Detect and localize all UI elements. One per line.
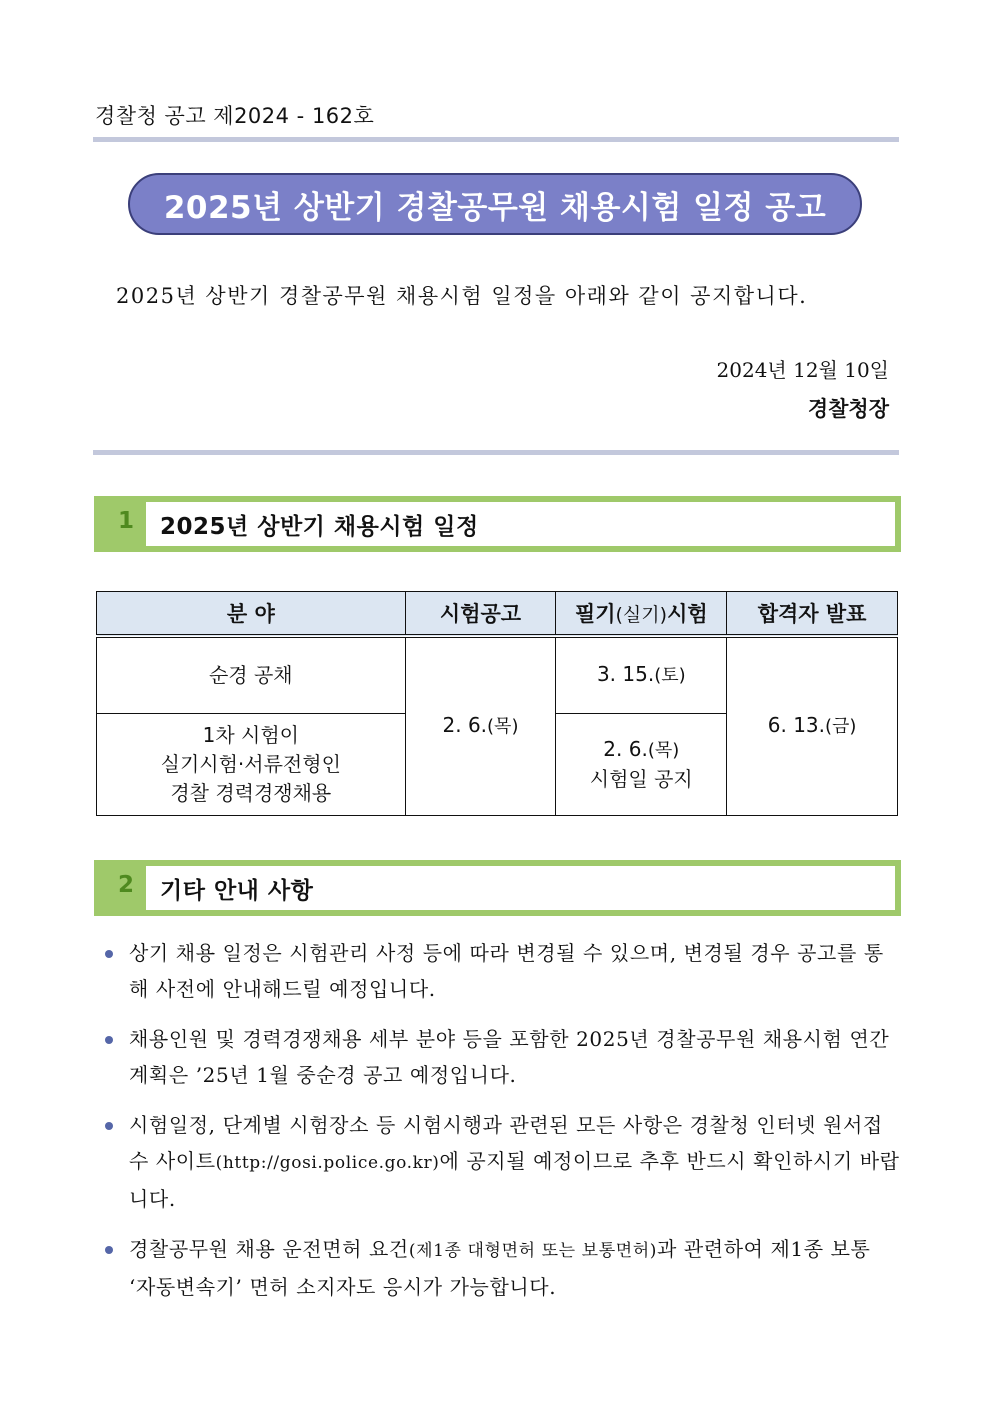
section-2-number: 2 xyxy=(118,872,135,898)
row2-exam-note: 시험일 공지 xyxy=(589,767,693,791)
section-1-number: 1 xyxy=(118,508,135,534)
bullet-icon xyxy=(105,1036,113,1044)
row2-exam-day: (목) xyxy=(647,740,680,761)
list-item xyxy=(105,935,900,1007)
row2-field-line3: 경찰 경력경쟁채용 xyxy=(170,781,332,805)
bullet-text: 채용인원 및 경력경쟁채용 세부 분야 등을 포함한 2025년 경찰공무원 채용시험 연간 계획은 ’25년 1월 중순경 공고 예정입니다. xyxy=(129,1027,890,1087)
header-written-b: (실기) xyxy=(615,603,668,626)
row1-exam-day: (토) xyxy=(654,665,686,687)
title-banner xyxy=(128,173,862,235)
row1-exam xyxy=(556,636,727,714)
notice-cell xyxy=(405,636,556,816)
header-result: 합격자 발표 xyxy=(727,592,898,636)
notice-date: 2. 6. xyxy=(442,713,488,738)
bullet-text: 시험일정, 단계별 시험장소 등 시험시행과 관련된 모든 사항은 경찰청 인터넷 원서접수 사이트 xyxy=(129,1113,883,1173)
row2-exam xyxy=(556,714,727,816)
notice-day: (목) xyxy=(487,716,519,738)
header-written-c: 시험 xyxy=(667,601,708,626)
row2-field-line1: 1차 시험이 xyxy=(202,723,299,747)
row2-exam-date: 2. 6. xyxy=(603,737,648,761)
header-notice: 시험공고 xyxy=(405,592,556,636)
section-1-header xyxy=(94,496,901,552)
section-2-title: 기타 안내 사항 xyxy=(160,878,314,904)
bullet-text: 상기 채용 일정은 시험관리 사정 등에 따라 변경될 수 있으며, 변경될 경우 공고를 통해 사전에 안내해드릴 예정입니다. xyxy=(129,941,884,1001)
table-row xyxy=(97,636,898,714)
section-2-header xyxy=(94,860,901,916)
row1-field: 순경 공채 xyxy=(97,636,406,714)
row1-exam-date: 3. 15. xyxy=(596,662,655,687)
notice-list xyxy=(105,935,900,1319)
row2-field xyxy=(97,714,406,816)
header-written xyxy=(556,592,727,636)
list-item xyxy=(105,1231,900,1305)
notice-number: 경찰청 공고 제2024 - 162호 xyxy=(95,104,375,128)
bullet-icon xyxy=(105,1122,113,1130)
bullet-icon xyxy=(105,950,113,958)
license-note: (제1종 대형면허 또는 보통면허) xyxy=(408,1241,657,1261)
bullet-text: 에 공지될 예정이므로 추후 반드시 확인하시기 바랍니다. xyxy=(129,1149,900,1211)
page-title: 2025년 상반기 경찰공무원 채용시험 일정 공고 xyxy=(163,189,827,226)
announcement-date: 2024년 12월 10일 xyxy=(716,358,889,382)
list-item xyxy=(105,1107,900,1217)
result-date: 6. 13. xyxy=(767,713,825,738)
top-divider xyxy=(93,137,899,142)
schedule-table xyxy=(96,591,898,816)
header-field: 분 야 xyxy=(97,592,406,636)
list-item xyxy=(105,1021,900,1093)
result-cell xyxy=(727,636,898,816)
intro-text: 2025년 상반기 경찰공무원 채용시험 일정을 아래와 같이 공지합니다. xyxy=(116,284,808,308)
signer: 경찰청장 xyxy=(807,396,889,421)
row2-field-line2: 실기시험·서류전형인 xyxy=(160,752,341,776)
bottom-divider xyxy=(93,450,899,455)
table-header-row xyxy=(97,592,898,636)
bullet-icon xyxy=(105,1246,113,1254)
site-url: (http://gosi.police.go.kr) xyxy=(215,1153,440,1173)
header-written-a: 필기 xyxy=(574,601,616,626)
result-day: (금) xyxy=(825,716,857,738)
bullet-text: 경찰공무원 채용 운전면허 요건 xyxy=(129,1237,409,1261)
bullet-text: 과 관련하여 제1종 보통 ‘자동변속기’ 면허 소지자도 응시가 가능합니다. xyxy=(129,1237,871,1299)
section-1-title: 2025년 상반기 채용시험 일정 xyxy=(160,514,479,540)
